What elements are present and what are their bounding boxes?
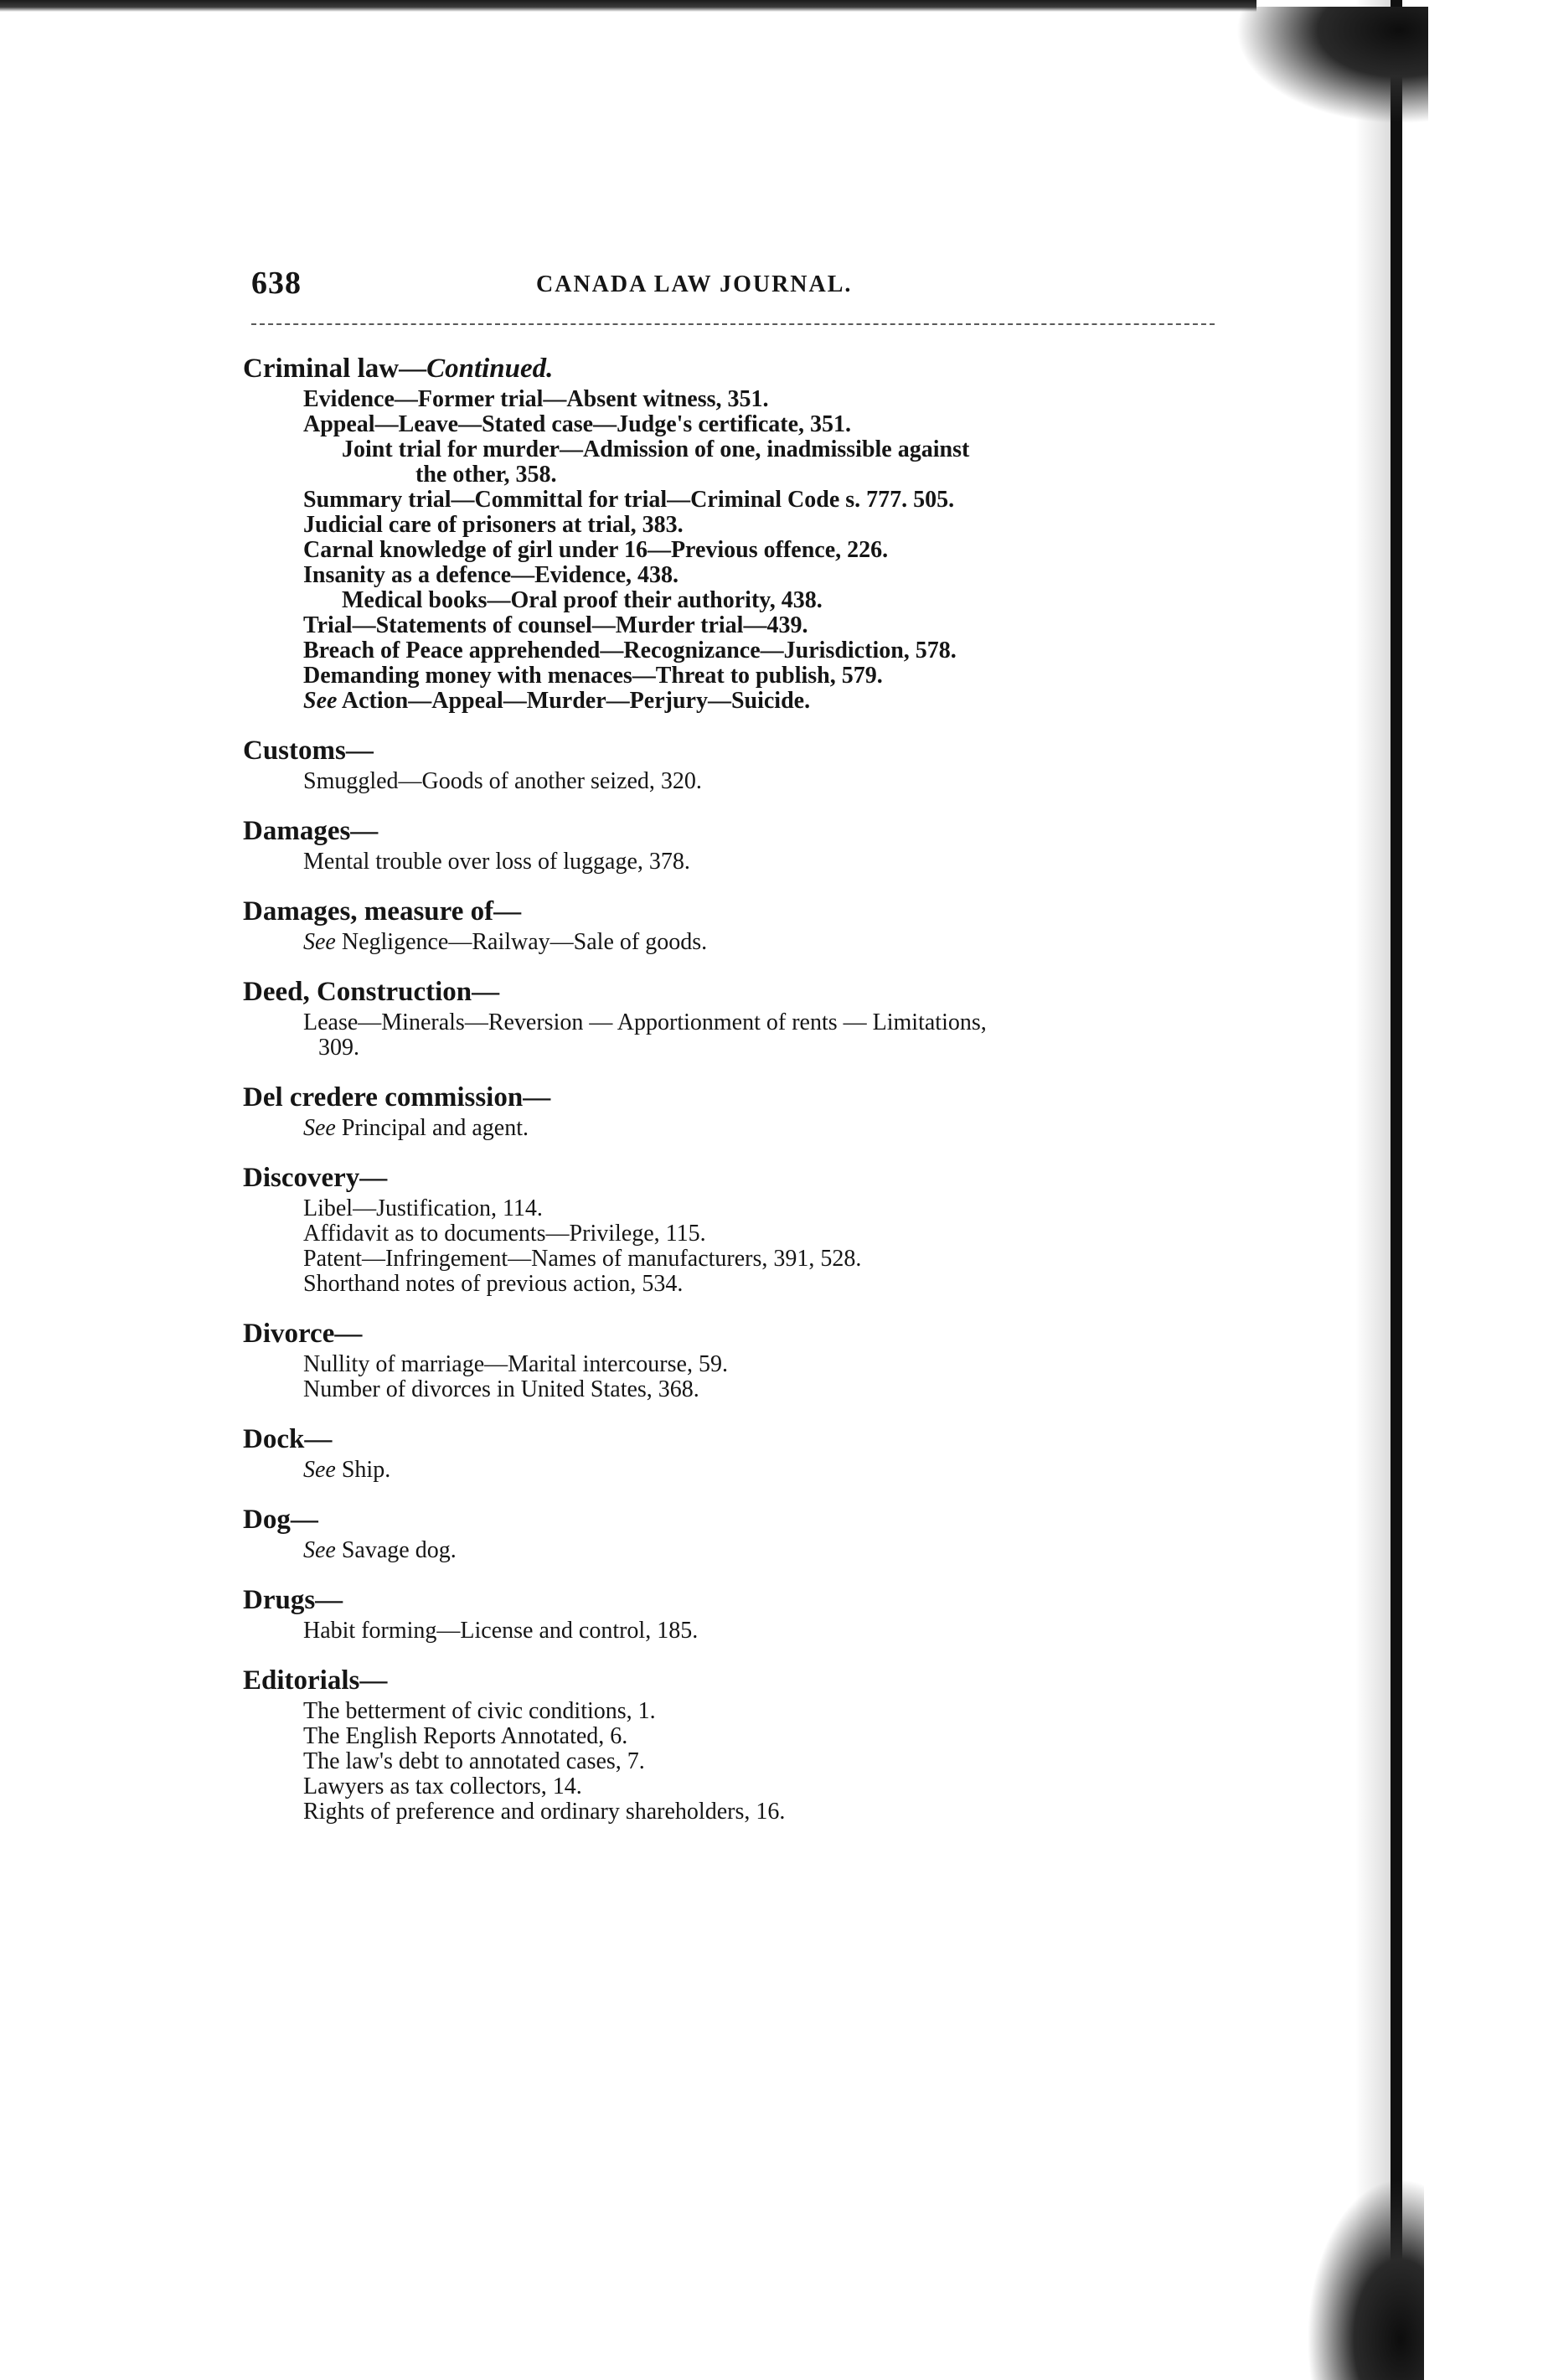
- entry-discovery: [243, 1161, 1240, 1297]
- see-target: Negligence—Railway—Sale of goods.: [341, 929, 708, 955]
- sub-entry: Libel—Justification, 114.: [303, 1195, 543, 1221]
- entry-title: Drugs—: [243, 1585, 343, 1615]
- see-target: Principal and agent.: [341, 1115, 529, 1141]
- entry-title: Divorce—: [243, 1319, 363, 1349]
- entry-title: Del credere commission—: [243, 1082, 551, 1113]
- sub-entry-line: Lease—Minerals—Reversion — Apportionment of rents — Limitations,: [303, 1009, 987, 1035]
- entry-title: Editorials—: [243, 1665, 388, 1696]
- scan-mark-top: [1236, 7, 1428, 124]
- sub-entry: Judicial care of prisoners at trial, 383.: [303, 512, 684, 538]
- sub-entry: Evidence—Former trial—Absent witness, 351.: [303, 386, 769, 412]
- sub-entry: Trial—Statements of counsel—Murder trial—439.: [303, 612, 808, 638]
- entry-editorials: [243, 1664, 1240, 1825]
- see-target: Savage dog.: [341, 1537, 457, 1563]
- sub-entry: The English Reports Annotated, 6.: [303, 1723, 628, 1749]
- sub-entry: Affidavit as to documents—Privilege, 115.: [303, 1221, 706, 1247]
- sub-entry: The law's debt to annotated cases, 7.: [303, 1748, 645, 1774]
- sub-entry-continuation: the other, 358.: [415, 462, 557, 488]
- sub-entry: [243, 1010, 1240, 1061]
- entry-drugs: [243, 1583, 1240, 1644]
- entry-title: Discovery—: [243, 1163, 388, 1193]
- sub-entry: Shorthand notes of previous action, 534.: [303, 1271, 684, 1297]
- sub-entry: Habit forming—License and control, 185.: [303, 1618, 699, 1644]
- see-target: Action—Appeal—Murder—Perjury—Suicide.: [341, 688, 811, 714]
- sub-entry: Insanity as a defence—Evidence, 438.: [303, 562, 679, 588]
- sub-entry: Medical books—Oral proof their authority, 438.: [342, 587, 823, 613]
- header-rule: [251, 323, 1215, 325]
- sub-entry: Nullity of marriage—Marital intercourse, 59.: [303, 1351, 728, 1377]
- sub-entry: The betterment of civic conditions, 1.: [303, 1698, 656, 1724]
- entry-title: Damages, measure of—: [243, 896, 522, 927]
- sub-entry: Demanding money with menaces—Threat to publish, 579.: [303, 663, 883, 689]
- scan-top-edge: [0, 0, 1256, 12]
- sub-entry-see: [243, 689, 1240, 714]
- index-content: [243, 352, 1240, 1845]
- running-title: CANADA LAW JOURNAL.: [536, 271, 853, 297]
- sub-entry: Appeal—Leave—Stated case—Judge's certificate, 351.: [303, 411, 851, 437]
- see-label: See: [303, 929, 336, 955]
- sub-entry-see: [243, 1116, 1240, 1141]
- sub-entry: Mental trouble over loss of luggage, 378.: [303, 849, 690, 875]
- page-number: 638: [251, 266, 302, 301]
- continued-label: Continued.: [426, 354, 554, 384]
- entry-dock: [243, 1422, 1240, 1483]
- scan-mark-bottom: [1307, 2178, 1424, 2380]
- page-header: [251, 265, 1215, 307]
- sub-entry: Rights of preference and ordinary shareholders, 16.: [303, 1799, 786, 1825]
- entry-title-text: Criminal law: [243, 354, 400, 384]
- see-label: See: [303, 1115, 336, 1141]
- sub-entry: Number of divorces in United States, 368.: [303, 1376, 699, 1402]
- sub-entry: Summary trial—Committal for trial—Criminal Code s. 777. 505.: [303, 487, 955, 513]
- entry-title: Dog—: [243, 1505, 318, 1535]
- entry-title: [243, 352, 1240, 385]
- sub-entry: [243, 437, 1240, 488]
- entry-customs: [243, 734, 1240, 794]
- entry-criminal-law: [243, 352, 1240, 714]
- see-label: See: [303, 1457, 336, 1483]
- see-label: See: [303, 688, 338, 714]
- scan-spine: [1391, 0, 1402, 2380]
- entry-divorce: [243, 1317, 1240, 1402]
- sub-entry: Carnal knowledge of girl under 16—Previous offence, 226.: [303, 537, 889, 563]
- entry-dog: [243, 1503, 1240, 1563]
- see-label: See: [303, 1537, 336, 1563]
- sub-entry: Smuggled—Goods of another seized, 320.: [303, 768, 702, 794]
- entry-title-dash: —: [399, 354, 427, 384]
- see-target: Ship.: [341, 1457, 391, 1483]
- entry-title: Deed, Construction—: [243, 977, 500, 1007]
- entry-deed-construction: [243, 975, 1240, 1061]
- entry-title: Dock—: [243, 1424, 333, 1454]
- sub-entry-line: Joint trial for murder—Admission of one, inadmissible against: [342, 436, 970, 462]
- sub-entry: Lawyers as tax collectors, 14.: [303, 1773, 582, 1799]
- sub-entry-see: [243, 930, 1240, 955]
- entry-del-credere: [243, 1081, 1240, 1141]
- entry-title: Customs—: [243, 736, 374, 766]
- sub-entry-continuation: 309.: [318, 1035, 359, 1061]
- entry-title: Damages—: [243, 816, 379, 846]
- sub-entry: Breach of Peace apprehended—Recognizance—Jurisdiction, 578.: [303, 638, 957, 663]
- entry-damages-measure: [243, 895, 1240, 955]
- sub-entry-see: [243, 1458, 1240, 1483]
- sub-entry: Patent—Infringement—Names of manufacturers, 391, 528.: [303, 1246, 862, 1272]
- entry-damages: [243, 814, 1240, 875]
- sub-entry-see: [243, 1538, 1240, 1563]
